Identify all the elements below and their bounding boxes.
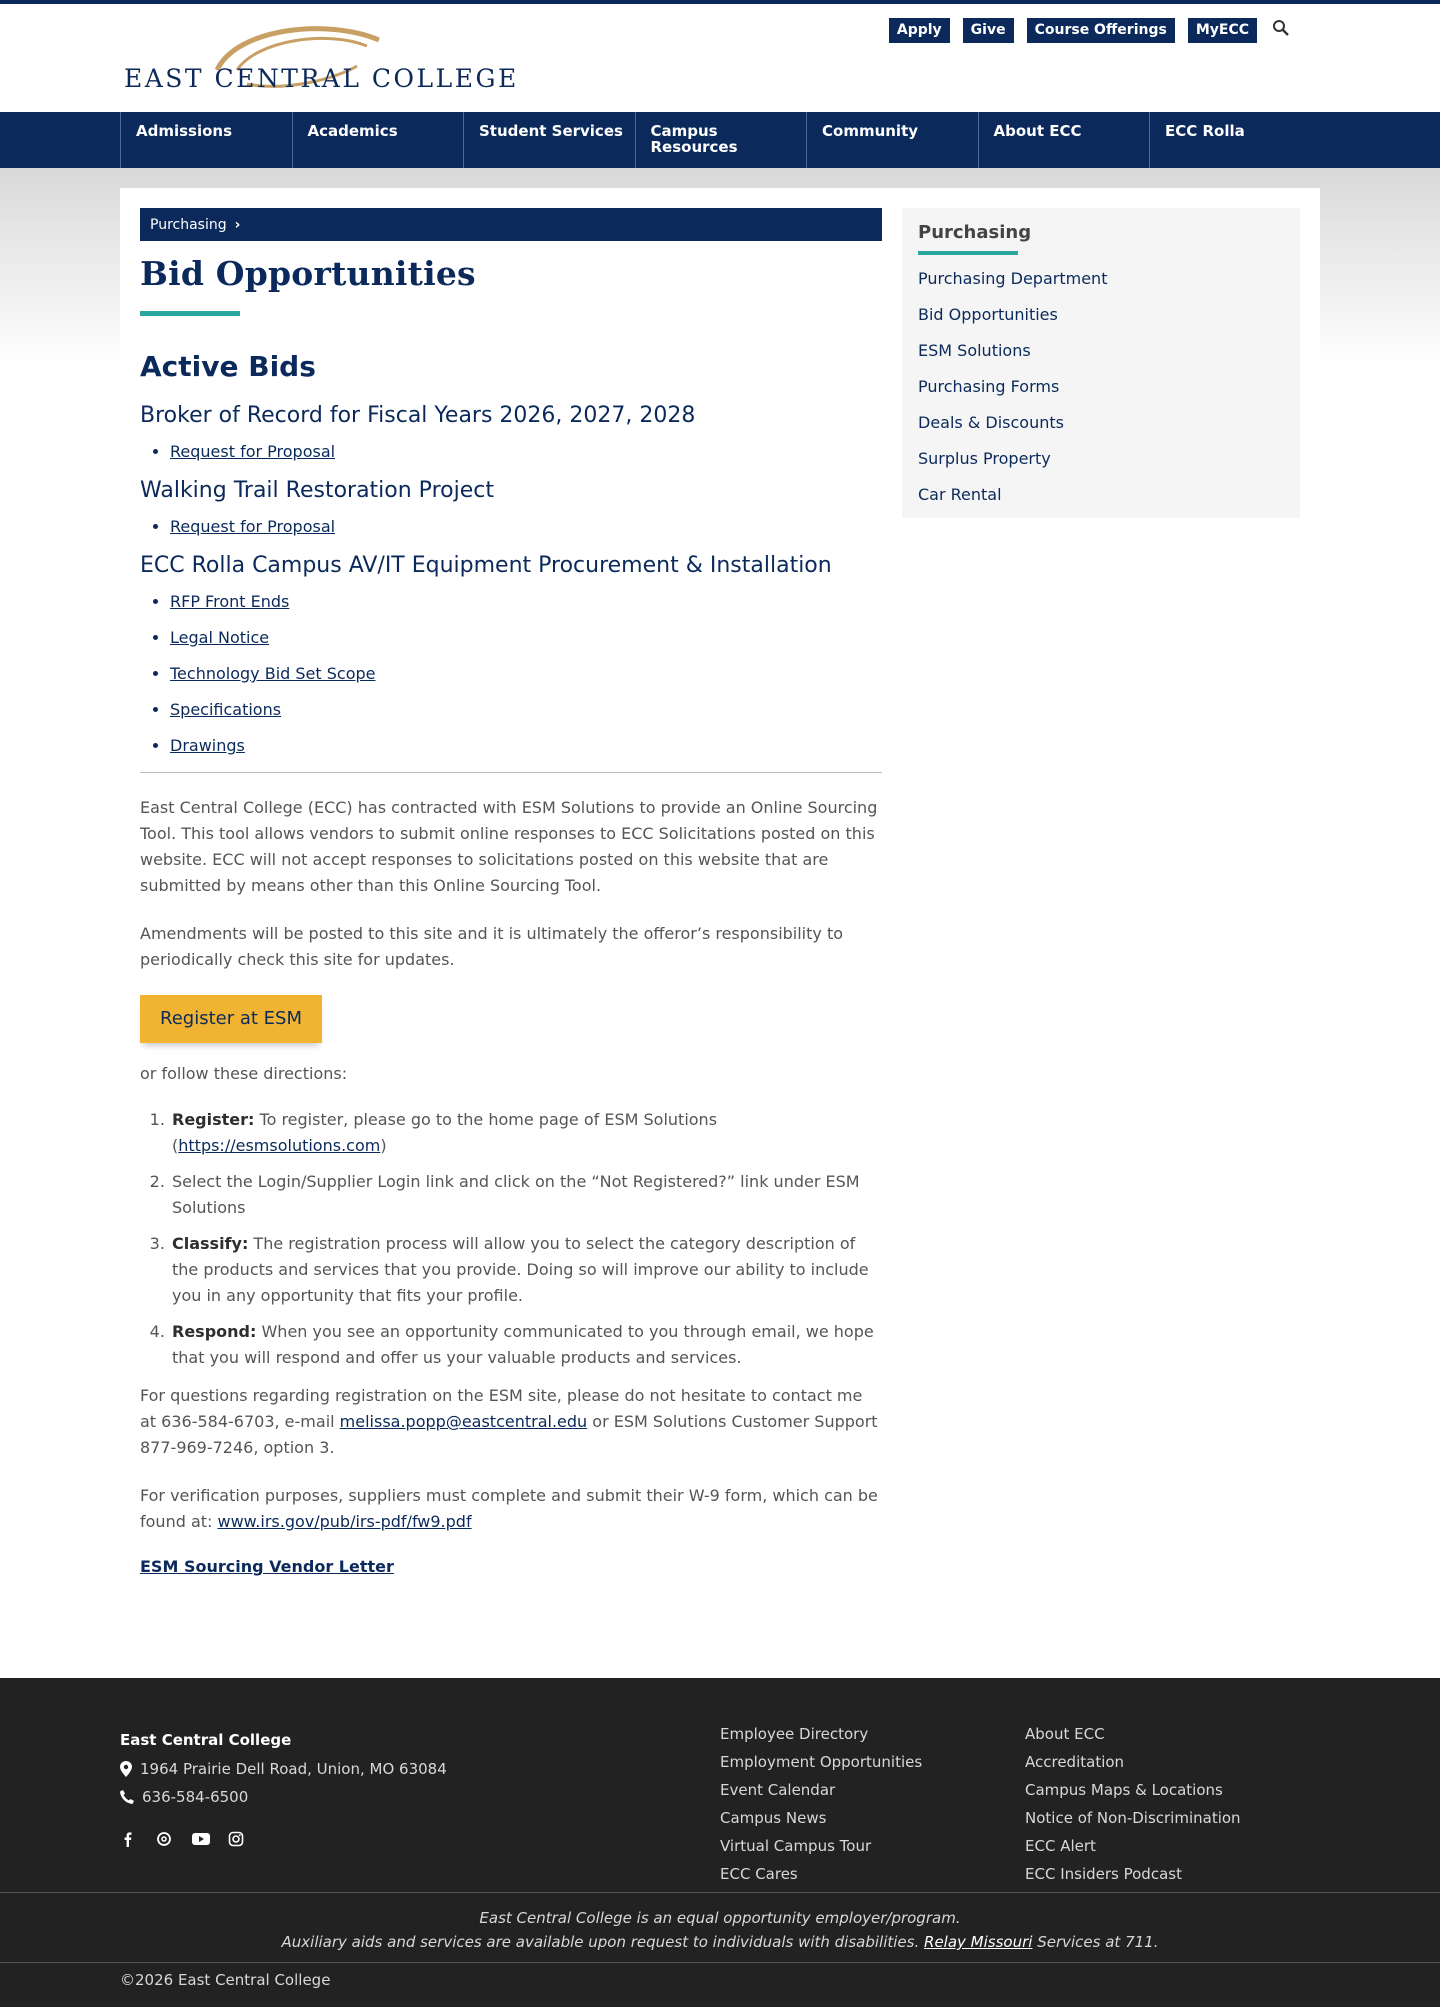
- list-item: [170, 736, 882, 756]
- youtube-icon[interactable]: [192, 1831, 208, 1847]
- site-header: [0, 4, 1440, 112]
- esm-vendor-letter-link[interactable]: ESM Sourcing Vendor Letter: [140, 1557, 394, 1576]
- footer-address: [120, 1760, 447, 1778]
- register-at-esm-button[interactable]: Register at ESM: [140, 995, 322, 1043]
- instagram-icon[interactable]: [228, 1831, 244, 1847]
- divider: [140, 772, 882, 773]
- map-pin-icon: [120, 1761, 132, 1777]
- nav-community[interactable]: Community: [806, 112, 978, 168]
- equal-opportunity-notice: [0, 1906, 1440, 1954]
- nav-admissions[interactable]: Admissions: [120, 112, 292, 168]
- list-item: [170, 664, 882, 684]
- list-item: [170, 592, 882, 612]
- sidebar-item-deals-discounts[interactable]: Deals & Discounts: [918, 413, 1064, 432]
- footer-link[interactable]: Virtual Campus Tour: [720, 1837, 872, 1855]
- footer-phone-text[interactable]: 636-584-6500: [142, 1788, 249, 1806]
- breadcrumb-purchasing[interactable]: Purchasing: [150, 216, 227, 233]
- bid-title: Broker of Record for Fiscal Years 2026, 2027, 2028: [140, 403, 696, 428]
- footer-college-name: East Central College: [120, 1731, 292, 1749]
- footer-divider: [0, 1962, 1440, 1963]
- phone-icon: [120, 1790, 134, 1804]
- list-item: [170, 700, 882, 720]
- contact-text: For questions regarding registration on the ESM site, please do not hesitate to contact me at 636-584-6703, e-mail: [140, 1386, 863, 1431]
- footer-phone: [120, 1788, 248, 1806]
- relay-missouri-link[interactable]: Relay Missouri: [924, 1933, 1033, 1951]
- nav-ecc-rolla[interactable]: ECC Rolla: [1149, 112, 1321, 168]
- footer-links-col-2: [1025, 1720, 1241, 1888]
- course-offerings-button[interactable]: Course Offerings: [1027, 18, 1175, 43]
- bid-link[interactable]: Specifications: [170, 700, 282, 719]
- eeo-line-2: [0, 1930, 1440, 1954]
- list-item: [170, 628, 882, 648]
- college-logo[interactable]: [122, 18, 519, 98]
- step-respond: [170, 1319, 882, 1371]
- sidebar: [902, 208, 1300, 518]
- footer-link[interactable]: Employment Opportunities: [720, 1753, 923, 1771]
- apply-button[interactable]: Apply: [889, 18, 950, 43]
- nav-about-ecc[interactable]: About ECC: [978, 112, 1150, 168]
- footer-links-col-1: [720, 1720, 922, 1888]
- step-text-end: ): [380, 1136, 387, 1155]
- contact-text-after: or ESM Solutions Customer Support 877-969-7246, option 3.: [140, 1412, 878, 1457]
- give-button[interactable]: Give: [963, 18, 1014, 43]
- w9-link[interactable]: www.irs.gov/pub/irs-pdf/fw9.pdf: [217, 1512, 472, 1531]
- footer-link[interactable]: About ECC: [1025, 1725, 1105, 1743]
- footer-address-text: 1964 Prairie Dell Road, Union, MO 63084: [140, 1760, 447, 1778]
- footer-link[interactable]: Notice of Non-Discrimination: [1025, 1809, 1241, 1827]
- footer-link[interactable]: Event Calendar: [720, 1781, 836, 1799]
- bid-title: Walking Trail Restoration Project: [140, 478, 494, 503]
- amendments-paragraph: Amendments will be posted to this site and it is ultimately the offeror’s responsibility to periodically check this site for updates.: [140, 924, 844, 969]
- bid-link[interactable]: Drawings: [170, 736, 245, 755]
- chevron-right-icon: ›: [234, 216, 241, 233]
- utility-nav: [889, 18, 1290, 43]
- footer-divider: [0, 1892, 1440, 1893]
- sidebar-item-esm-solutions[interactable]: ESM Solutions: [918, 341, 1031, 360]
- step-text: To register, please go to the home page of ESM Solutions (: [172, 1110, 718, 1155]
- title-underline: [140, 311, 240, 316]
- bid-links: [170, 442, 882, 462]
- footer-link[interactable]: Campus News: [720, 1809, 827, 1827]
- list-item: [170, 442, 882, 462]
- step-register: [170, 1107, 882, 1159]
- search-icon[interactable]: [1272, 19, 1290, 37]
- sidebar-title-underline: [918, 251, 1018, 255]
- footer-link[interactable]: Employee Directory: [720, 1725, 869, 1743]
- registration-steps: [170, 1107, 882, 1371]
- esm-intro-paragraph: East Central College (ECC) has contracted with ESM Solutions to provide an Online Sourcing Tool. This tool allows vendors to submit online responses to ECC Solicitations posted on this website. ECC will not accept responses to solicitations posted on this website that are submitted by means other than this Online Sourcing Tool.: [140, 798, 878, 895]
- bid-link[interactable]: Request for Proposal: [170, 442, 336, 461]
- sidebar-item-purchasing-department[interactable]: Purchasing Department: [918, 269, 1108, 288]
- sidebar-item-surplus-property[interactable]: Surplus Property: [918, 449, 1051, 468]
- eeo-line-1: East Central College is an equal opportunity employer/program.: [479, 1909, 961, 1927]
- main-content: [140, 208, 882, 1576]
- active-bids-heading: Active Bids: [140, 350, 316, 383]
- sidebar-title: Purchasing: [918, 222, 1032, 243]
- copyright: ©2026 East Central College: [120, 1971, 331, 1989]
- myecc-button[interactable]: MyECC: [1188, 18, 1257, 43]
- bid-link[interactable]: Legal Notice: [170, 628, 270, 647]
- page-title: Bid Opportunities: [140, 254, 476, 293]
- contact-paragraph: [140, 1383, 882, 1461]
- list-item: [170, 517, 882, 537]
- footer-link[interactable]: ECC Cares: [720, 1865, 798, 1883]
- main-nav: [0, 112, 1440, 168]
- step-label: Respond:: [172, 1322, 257, 1341]
- footer-link[interactable]: Accreditation: [1025, 1753, 1125, 1771]
- eeo-text: Auxiliary aids and services are available upon request to individuals with disabilities.: [281, 1933, 925, 1951]
- nav-student-services[interactable]: Student Services: [463, 112, 635, 168]
- step-login: [170, 1169, 882, 1221]
- w9-paragraph: [140, 1483, 882, 1535]
- email-link[interactable]: melissa.popp@eastcentral.edu: [339, 1412, 588, 1431]
- sidebar-item-bid-opportunities[interactable]: Bid Opportunities: [918, 305, 1058, 324]
- footer-link[interactable]: ECC Alert: [1025, 1837, 1096, 1855]
- threads-icon[interactable]: [156, 1831, 172, 1847]
- sidebar-item-purchasing-forms[interactable]: Purchasing Forms: [918, 377, 1060, 396]
- eeo-text-after: Services at 711.: [1032, 1933, 1159, 1951]
- breadcrumb: [140, 208, 882, 241]
- nav-academics[interactable]: Academics: [292, 112, 464, 168]
- step-text: Select the Login/Supplier Login link and click on the “Not Registered?” link under ESM Solutions: [172, 1172, 860, 1217]
- footer-link[interactable]: ECC Insiders Podcast: [1025, 1865, 1182, 1883]
- bid-title: ECC Rolla Campus AV/IT Equipment Procurement & Installation: [140, 553, 832, 578]
- w9-text: For verification purposes, suppliers must complete and submit their W-9 form, which can be found at:: [140, 1486, 878, 1531]
- step-label: Classify:: [172, 1234, 249, 1253]
- bid-links: [170, 517, 882, 537]
- social-links: [120, 1831, 244, 1847]
- bid-link[interactable]: RFP Front Ends: [170, 592, 290, 611]
- site-footer: [0, 1678, 1440, 2007]
- facebook-icon[interactable]: [120, 1831, 136, 1847]
- logo-text: EAST CENTRAL COLLEGE: [124, 64, 519, 93]
- sidebar-item-car-rental[interactable]: Car Rental: [918, 485, 1002, 504]
- bid-links: [170, 592, 882, 756]
- step-text: The registration process will allow you to select the category description of the products and services that you provide. Doing so will improve our ability to include you in any opportunity that fits your profile.: [172, 1234, 869, 1305]
- follow-directions-text: or follow these directions:: [140, 1064, 348, 1083]
- sidebar-list: [918, 269, 1284, 521]
- bid-link[interactable]: Request for Proposal: [170, 517, 336, 536]
- nav-campus-resources[interactable]: Campus Resources: [635, 112, 807, 168]
- footer-link[interactable]: Campus Maps & Locations: [1025, 1781, 1223, 1799]
- bid-link[interactable]: Technology Bid Set Scope: [170, 664, 376, 683]
- step-text: When you see an opportunity communicated to you through email, we hope that you will respond and offer us your valuable products and services.: [172, 1322, 874, 1367]
- step-label: Register:: [172, 1110, 255, 1129]
- esm-solutions-link[interactable]: https://esmsolutions.com: [178, 1136, 381, 1155]
- step-classify: [170, 1231, 882, 1309]
